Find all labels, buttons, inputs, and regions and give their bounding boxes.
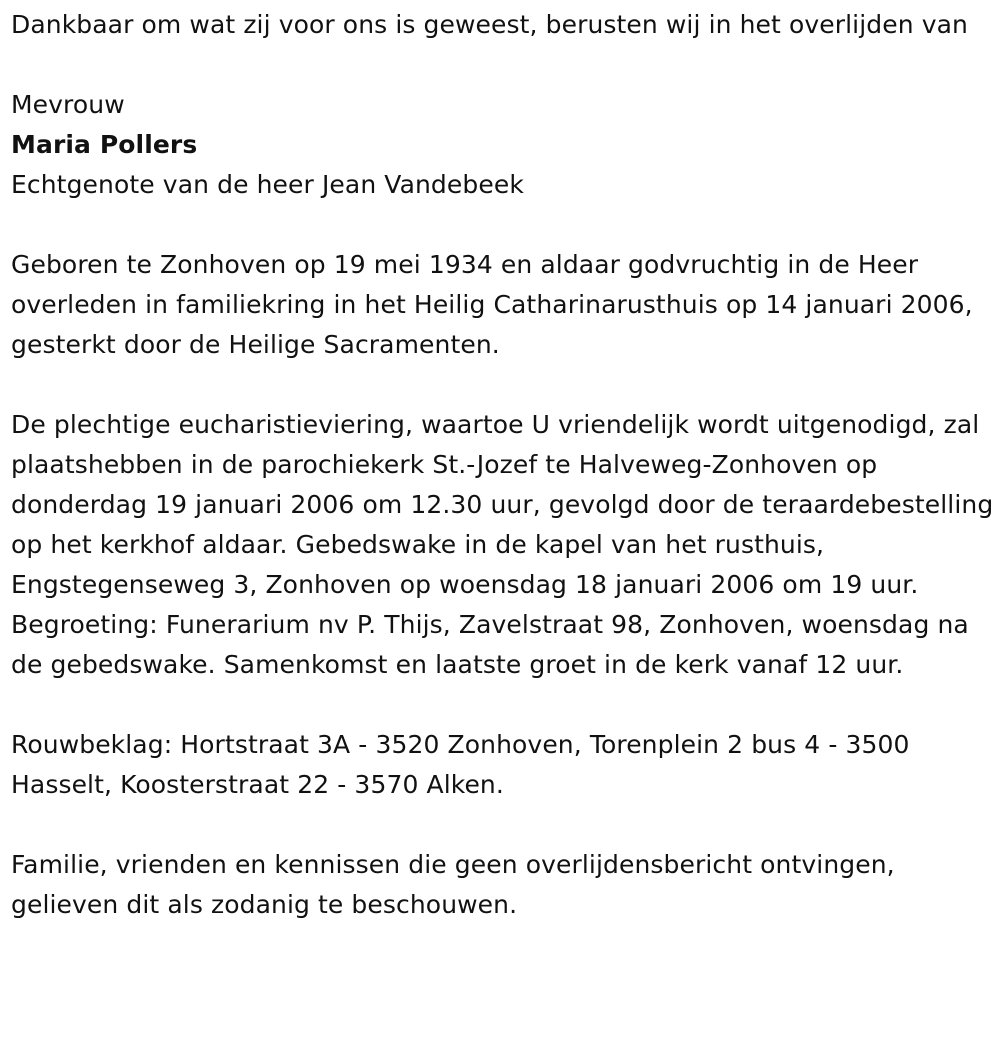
spacer	[11, 205, 995, 245]
death-notice	[11, 5, 995, 925]
spacer	[11, 685, 995, 725]
spacer	[11, 45, 995, 85]
deceased-name: Maria Pollers	[11, 130, 198, 159]
closing-paragraph: Familie, vrienden en kennissen die geen overlijdensbericht ontvingen, gelieven dit als zodanig te beschouwen.	[11, 850, 895, 919]
condolence-addresses: Rouwbeklag: Hortstraat 3A - 3520 Zonhoven, Torenplein 2 bus 4 - 3500 Hasselt, Koosterstraat 22 - 3570 Alken.	[11, 730, 910, 799]
birth-death-paragraph: Geboren te Zonhoven op 19 mei 1934 en aldaar godvruchtig in de Heer overleden in familiekring in het Heilig Catharinarusthuis op 14 januari 2006, gesterkt door de Heilige Sacramenten.	[11, 250, 973, 359]
spacer	[11, 365, 995, 405]
salutation: Mevrouw	[11, 90, 125, 119]
spouse-line: Echtgenote van de heer Jean Vandebeek	[11, 170, 524, 199]
ceremony-paragraph: De plechtige eucharistieviering, waartoe U vriendelijk wordt uitgenodigd, zal plaatshebben in de parochiekerk St.-Jozef te Halveweg-Zonhoven op donderdag 19 januari 2006 om 12.30 uur, gevolgd door de teraardebestelling op het kerkhof aldaar. Gebedswake in de kapel van het rusthuis, Engstegenseweg 3, Zonhoven op woensdag 18 januari 2006 om 19 uur. Begroeting: Funerarium nv P. Thijs, Zavelstraat 98, Zonhoven, woensdag na de gebedswake. Samenkomst en laatste groet in de kerk vanaf 12 uur.	[11, 410, 994, 679]
intro-text: Dankbaar om wat zij voor ons is geweest, berusten wij in het overlijden van	[11, 10, 968, 39]
spacer	[11, 805, 995, 845]
